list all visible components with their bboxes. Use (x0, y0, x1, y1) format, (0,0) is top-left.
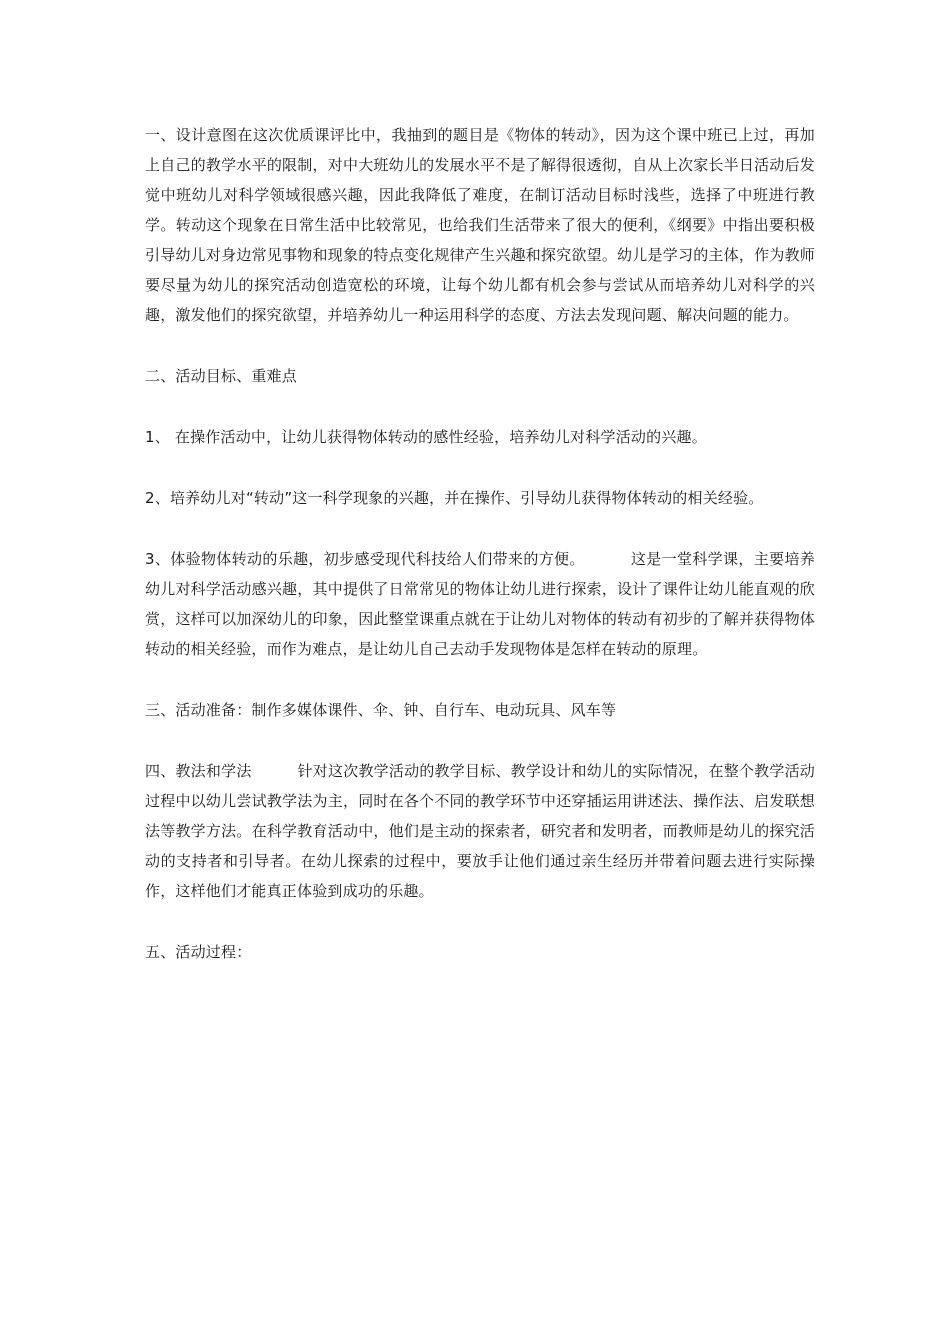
paragraph-preparation: 三、活动准备：制作多媒体课件、伞、钟、自行车、电动玩具、风车等 (145, 701, 617, 719)
goal-item-3 (145, 544, 815, 664)
document-page (145, 120, 815, 998)
paragraph-design-intent: 一、设计意图在这次优质课评比中，我抽到的题目是《物体的转动》，因为这个课中班已上过，再加上自己的教学水平的限制，对中大班幼儿的发展水平不是了解得很透彻，自从上次家长半日活动后发觉中班幼儿对科学领域很感兴趣，因此我降低了难度，在制订活动目标时浅些，选择了中班进行教学。转动这个现象在日常生活中比较常见，也给我们生活带来了很大的便利，《纲要》中指出要积极引导幼儿对身边常见事物和现象的特点变化规律产生兴趣和探究欲望。幼儿是学习的主体，作为教师要尽量为幼儿的探究活动创造宽松的环境，让每个幼儿都有机会参与尝试从而培养幼儿对科学的兴趣，激发他们的探究欲望，并培养幼儿一种运用科学的态度、方法去发现问题、解决问题的能力。 (145, 126, 815, 324)
heading-activity-process: 五、活动过程： (145, 943, 252, 961)
heading-activity-goals: 二、活动目标、重难点 (145, 367, 298, 385)
goal-item-2: 2、培养幼儿对“转动”这一科学现象的兴趣，并在操作、引导幼儿获得物体转动的相关经验。 (145, 489, 764, 507)
methods-heading: 四、教法和学法 (145, 762, 252, 780)
paragraph-methods (145, 756, 815, 906)
goal-item-1: 1、 在操作活动中，让幼儿获得物体转动的感性经验，培养幼儿对科学活动的兴趣。 (145, 428, 707, 446)
methods-text: 针对这次教学活动的教学目标、教学设计和幼儿的实际情况，在整个教学活动过程中以幼儿尝试教学法为主，同时在各个不同的教学环节中还穿插运用讲述法、操作法、启发联想法等教学方法。在科学教育活动中，他们是主动的探索者，研究者和发明者，而教师是幼儿的探究活动的支持者和引导者。在幼儿探索的过程中，要放手让他们通过亲生经历并带着问题去进行实际操作，这样他们才能真正体验到成功的乐趣。 (145, 762, 815, 900)
key-points-text: 这是一堂科学课，主要培养幼儿对科学活动感兴趣，其中提供了日常常见的物体让幼儿进行探索，设计了课件让幼儿能直观的欣赏，这样可以加深幼儿的印象，因此整堂课重点就在于让幼儿对物体的转动有初步的了解并获得物体转动的相关经验，而作为难点，是让幼儿自己去动手发现物体是怎样在转动的原理。 (145, 550, 815, 658)
goal-item-3-text: 3、体验物体转动的乐趣，初步感受现代科技给人们带来的方便。 (145, 550, 585, 568)
